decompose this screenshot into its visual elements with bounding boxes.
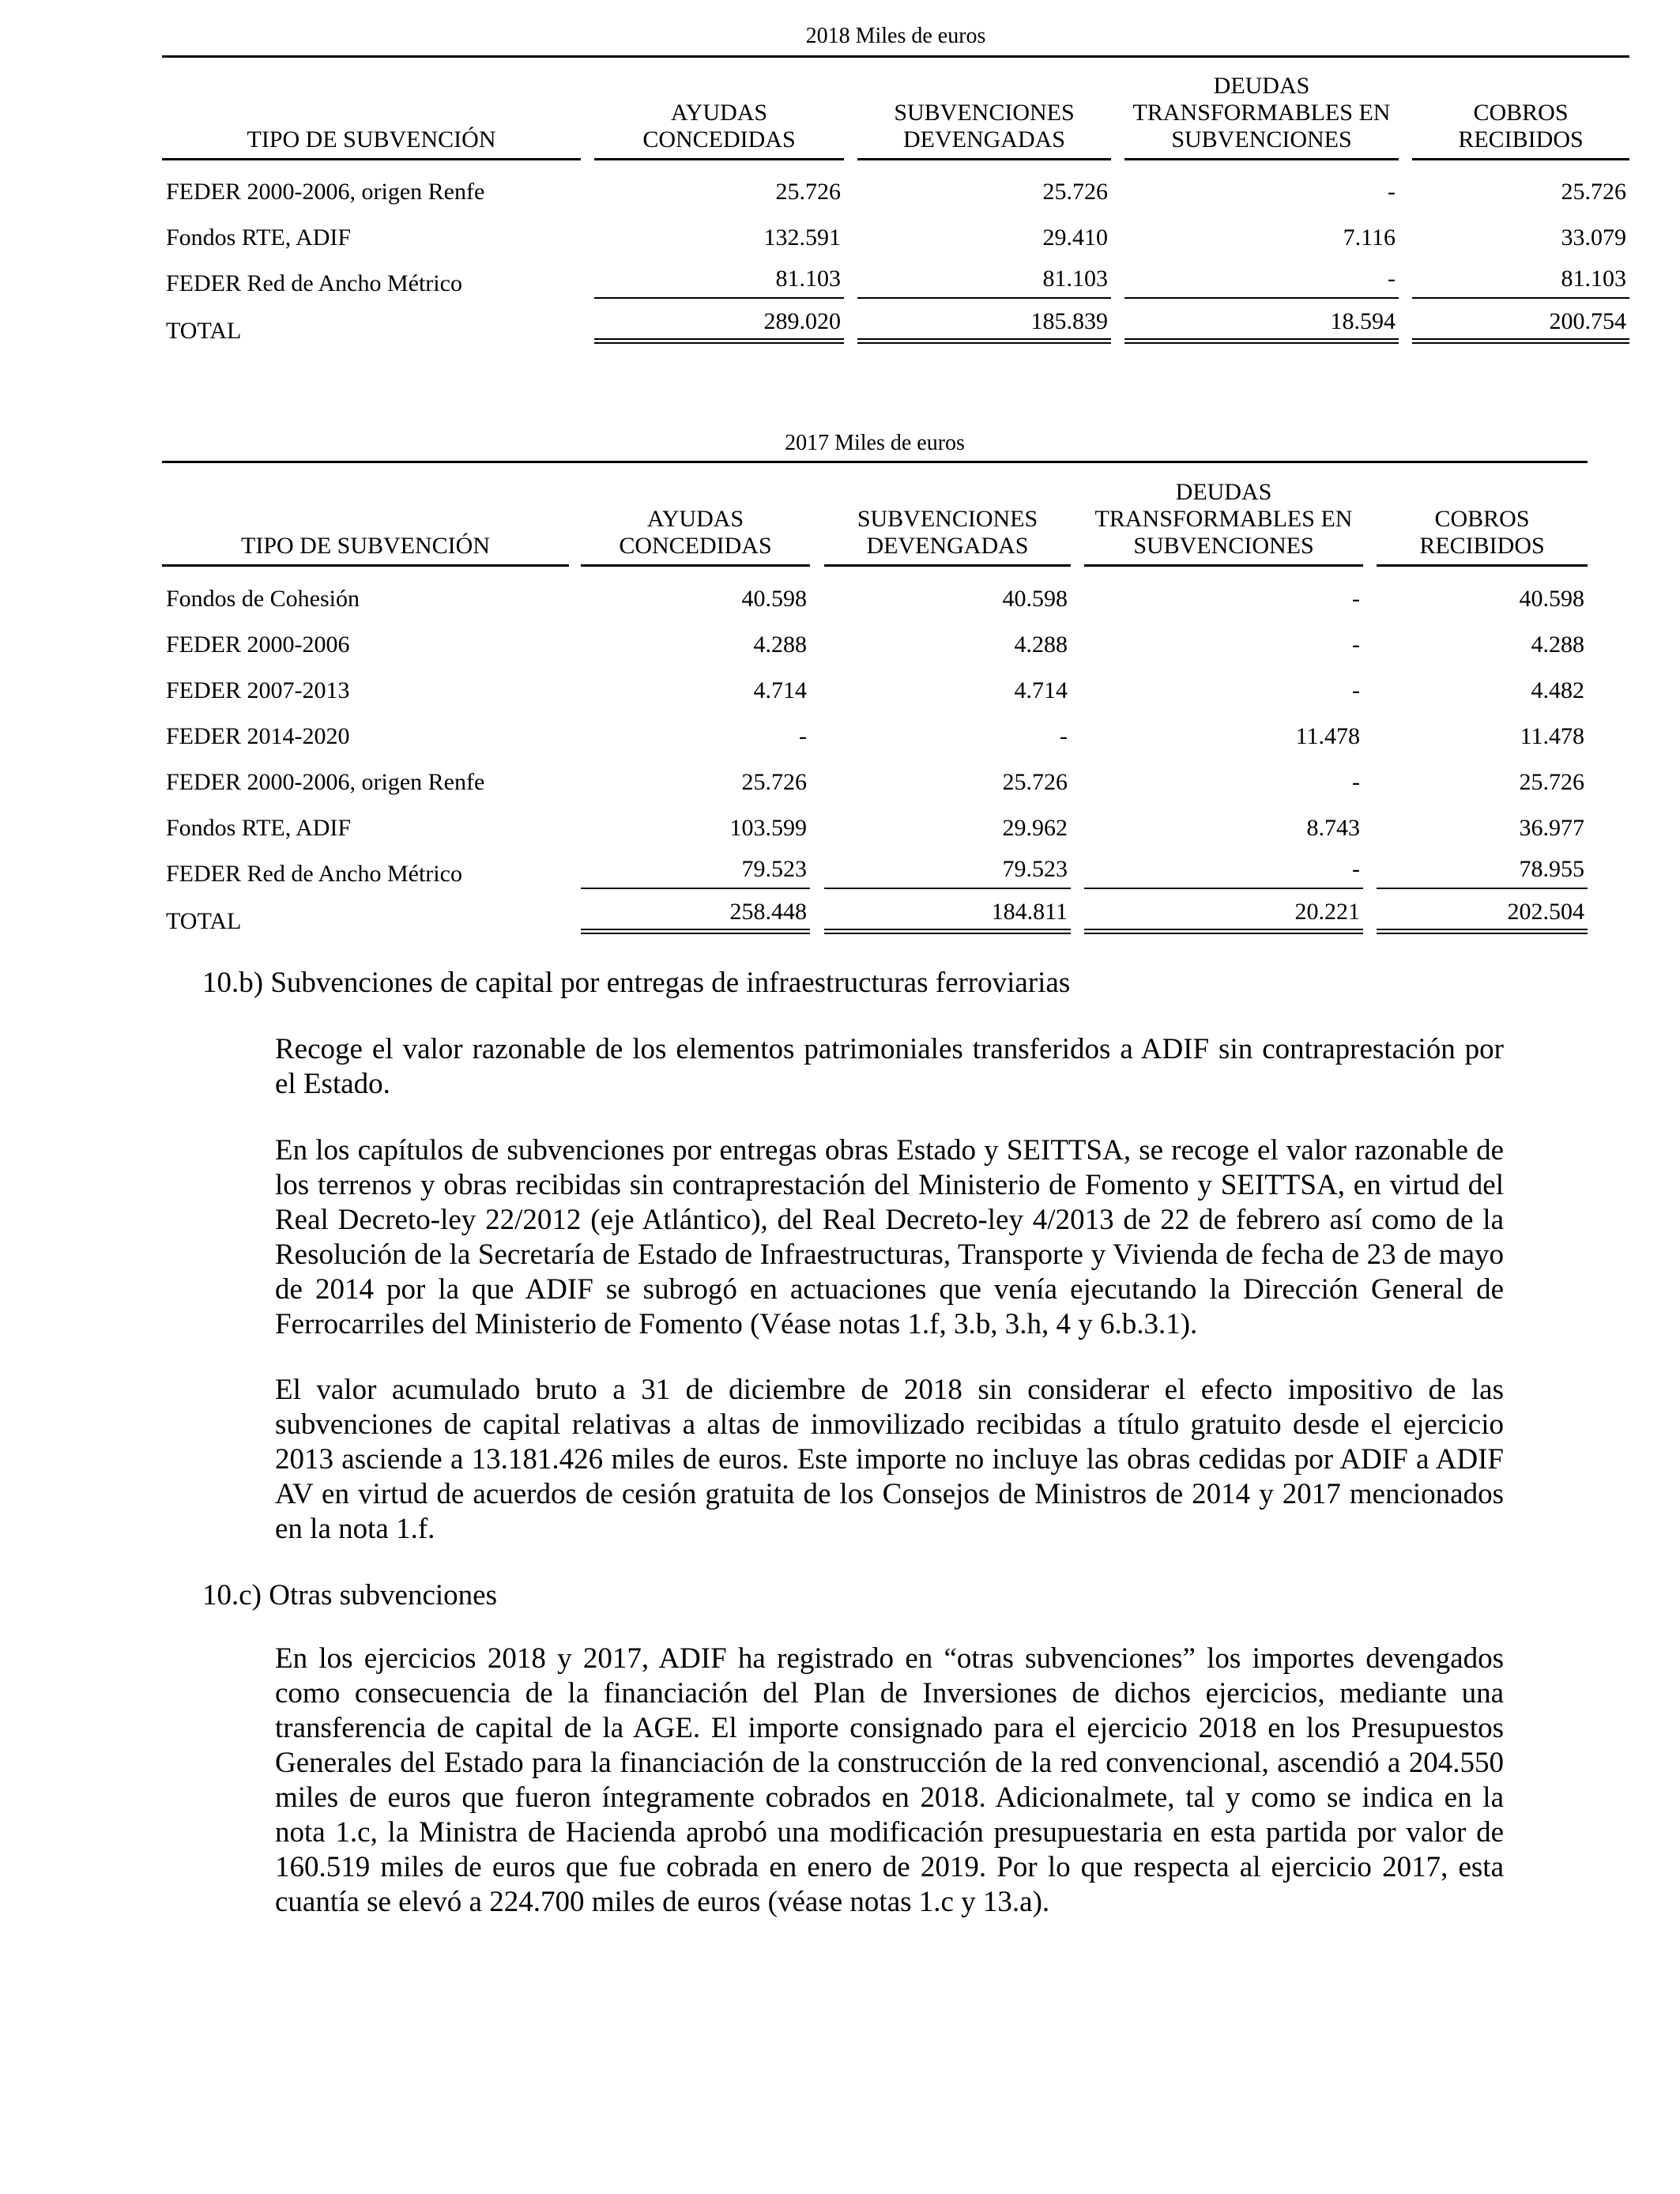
table2018-header-0: TIPO DE SUBVENCIÓN [247, 126, 496, 153]
table2017-total-cell: 258.448 [729, 899, 807, 925]
table2017-cell: 78.955 [1519, 856, 1584, 882]
table2018-cell: 81.103 [1042, 266, 1108, 292]
table2017-subtotal-rule-4 [1377, 888, 1588, 889]
table2017-cell: - [1352, 586, 1360, 612]
table2018-cell: 29.410 [1042, 224, 1108, 251]
table2018-subtotal-rule-3 [1124, 297, 1399, 299]
table2018-header-4: COBROS RECIBIDOS [1458, 100, 1584, 153]
table2018-total-cell: 18.594 [1330, 308, 1396, 334]
table2017-total-label: TOTAL [166, 908, 242, 934]
table2018-cell: 132.591 [763, 224, 841, 251]
table2017-cell: 79.523 [1002, 856, 1068, 882]
table2017-cell: 103.599 [729, 815, 807, 841]
table2017-caption: 2017 Miles de euros [785, 431, 965, 455]
table2018-row-label: FEDER Red de Ancho Métrico [166, 270, 462, 296]
table2018-cell: 33.079 [1561, 224, 1626, 251]
table2018-total-double-rule-3 [1124, 338, 1399, 344]
table2017-cell: 25.726 [1002, 769, 1068, 795]
table2018-row-label: FEDER 2000-2006, origen Renfe [166, 179, 485, 205]
table2018-subtotal-rule-4 [1412, 297, 1629, 299]
table2018-header-rule-2 [857, 158, 1111, 160]
table2017-cell: - [1352, 856, 1360, 882]
table2018-cell: 81.103 [1561, 266, 1626, 292]
table2017-cell: - [1352, 769, 1360, 795]
table2017-total-double-rule-2 [824, 929, 1071, 934]
table2018-cell: 25.726 [775, 179, 841, 205]
table2017-total-cell: 184.811 [991, 899, 1068, 925]
table2018-cell: 25.726 [1042, 179, 1108, 205]
table2017-row-label: FEDER 2014-2020 [166, 723, 350, 749]
section-b-paragraph-0: Recoge el valor razonable de los elementos patrimoniales transferidos a ADIF sin contraprestación por el Estado. [275, 1033, 1504, 1100]
table2018-total-double-rule-1 [594, 338, 844, 344]
table2018-cell: - [1388, 266, 1396, 292]
table2017-subtotal-rule-2 [824, 888, 1071, 889]
table2018-total-cell: 185.839 [1030, 308, 1108, 334]
table2017-cell: 4.288 [753, 631, 807, 658]
table2017-header-1: AYUDAS CONCEDIDAS [619, 506, 772, 559]
table2018-cell: 25.726 [1561, 179, 1626, 205]
table2017-cell: 4.482 [1531, 677, 1584, 703]
table2017-subtotal-rule-3 [1084, 888, 1363, 889]
table2017-row-label: Fondos de Cohesión [166, 586, 360, 612]
table2017-header-rule-2 [824, 564, 1071, 567]
table2017-cell: 8.743 [1306, 815, 1360, 841]
table2017-cell: - [799, 723, 807, 749]
table2018-header-2: SUBVENCIONES DEVENGADAS [894, 100, 1075, 153]
table2018-subtotal-rule-1 [594, 297, 844, 299]
table2017-header-4: COBROS RECIBIDOS [1419, 506, 1545, 559]
section-c-paragraph-0: En los ejercicios 2018 y 2017, ADIF ha registrado en “otras subvenciones” los importes devengados como consecuencia de la financiación del Plan de Inversiones de dichos ejercicios, mediante una transferencia de capital de la AGE. El importe consignado para el ejercicio 2018 en los Presupuestos Generales del Estado para la financiación de la construcción de la red convencional, ascendió a 204.550 miles de euros que fueron íntegramente cobrados en 2018. Adicionalmete, tal y como se indica en la nota 1.c, la Ministra de Hacienda aprobó una modificación presupuestaria en esta partida por valor de 160.519 miles de euros que fue cobrada en enero de 2019. Por lo que respecta al ejercicio 2017, esta cuantía se elevó a 224.700 miles de euros (véase notas 1.c y 13.a). [275, 1642, 1504, 1918]
table2017-subtotal-rule-1 [581, 888, 810, 889]
table2017-top-rule [162, 461, 1588, 463]
table2017-total-cell: 202.504 [1507, 899, 1584, 925]
table2017-cell: - [1352, 677, 1360, 703]
table2018-row-label: Fondos RTE, ADIF [166, 224, 352, 251]
table2017-header-0: TIPO DE SUBVENCIÓN [241, 533, 490, 559]
table2017-row-label: FEDER 2000-2006 [166, 631, 350, 658]
table2018-header-3: DEUDAS TRANSFORMABLES EN SUBVENCIONES [1132, 73, 1391, 153]
table2017-cell: 40.598 [741, 586, 807, 612]
table2017-cell: 4.714 [753, 677, 807, 703]
table2017-header-rule-0 [162, 564, 569, 567]
table2017-row-label: FEDER 2000-2006, origen Renfe [166, 769, 485, 795]
table2018-cell: - [1388, 179, 1396, 205]
table2017-header-2: SUBVENCIONES DEVENGADAS [857, 506, 1038, 559]
table2017-cell: 79.523 [741, 856, 807, 882]
table2017-cell: 29.962 [1002, 815, 1068, 841]
table2018-total-label: TOTAL [166, 318, 242, 344]
table2017-cell: 4.288 [1531, 631, 1584, 658]
table2018-caption: 2018 Miles de euros [805, 24, 986, 48]
table2017-header-rule-3 [1084, 564, 1363, 567]
table2017-header-rule-4 [1377, 564, 1588, 567]
table2018-header-rule-4 [1412, 158, 1629, 160]
table2018-cell: 7.116 [1343, 224, 1396, 251]
table2017-cell: 4.714 [1014, 677, 1068, 703]
section-b-paragraph-2: El valor acumulado bruto a 31 de diciembre de 2018 sin considerar el efecto impositivo de las subvenciones de capital relativas a altas de inmovilizado recibidas a título gratuito desde el ejercicio 2013 asciende a 13.181.426 miles de euros. Este importe no incluye las obras cedidas por ADIF a ADIF AV en virtud de acuerdos de cesión gratuita de los Consejos de Ministros de 2014 y 2017 mencionados en la nota 1.f. [275, 1374, 1504, 1545]
table2017-cell: 11.478 [1295, 723, 1360, 749]
table2017-header-3: DEUDAS TRANSFORMABLES EN SUBVENCIONES [1094, 479, 1353, 559]
table2017-total-double-rule-4 [1377, 929, 1588, 934]
table2018-header-rule-3 [1124, 158, 1399, 160]
table2017-cell: 11.478 [1520, 723, 1584, 749]
table2018-header-rule-1 [594, 158, 844, 160]
table2018-header-rule-0 [162, 158, 581, 160]
table2018-cell: 81.103 [775, 266, 841, 292]
table2017-cell: - [1352, 631, 1360, 658]
table2017-cell: 40.598 [1002, 586, 1068, 612]
table2017-header-rule-1 [581, 564, 810, 567]
section-b-paragraph-1: En los capítulos de subvenciones por entregas obras Estado y SEITTSA, se recoge el valor razonable de los terrenos y obras recibidas sin contraprestación del Ministerio de Fomento y SEITTSA, en virtud del Real Decreto-ley 22/2012 (eje Atlántico), del Real Decreto-ley 4/2013 de 22 de febrero así como de la Resolución de la Secretaría de Estado de Infraestructuras, Transporte y Vivienda de fecha de 23 de mayo de 2014 por la que ADIF se subrogó en actuaciones que venía ejecutando la Dirección General de Ferrocarriles del Ministerio de Fomento (Véase notas 1.f, 3.b, 3.h, 4 y 6.b.3.1). [275, 1134, 1504, 1340]
table2018-total-cell: 289.020 [763, 308, 841, 334]
table2017-cell: 4.288 [1014, 631, 1068, 658]
table2017-total-double-rule-1 [581, 929, 810, 934]
table2018-header-1: AYUDAS CONCEDIDAS [642, 100, 796, 153]
section-b-heading: 10.b) Subvenciones de capital por entregas de infraestructuras ferroviarias [202, 967, 1071, 999]
section-c-heading: 10.c) Otras subvenciones [202, 1579, 497, 1612]
table2017-cell: - [1060, 723, 1068, 749]
table2018-subtotal-rule-2 [857, 297, 1111, 299]
table2018-total-cell: 200.754 [1549, 308, 1626, 334]
table2017-total-double-rule-3 [1084, 929, 1363, 934]
table2017-row-label: Fondos RTE, ADIF [166, 815, 352, 841]
table2018-total-double-rule-2 [857, 338, 1111, 344]
table2018-total-double-rule-4 [1412, 338, 1629, 344]
table2017-total-cell: 20.221 [1294, 899, 1360, 925]
table2017-cell: 36.977 [1519, 815, 1584, 841]
table2017-cell: 25.726 [741, 769, 807, 795]
table2018-top-rule [162, 55, 1629, 58]
table2017-row-label: FEDER 2007-2013 [166, 677, 350, 703]
table2017-cell: 25.726 [1519, 769, 1584, 795]
table2017-row-label: FEDER Red de Ancho Métrico [166, 861, 462, 887]
table2017-cell: 40.598 [1519, 586, 1584, 612]
